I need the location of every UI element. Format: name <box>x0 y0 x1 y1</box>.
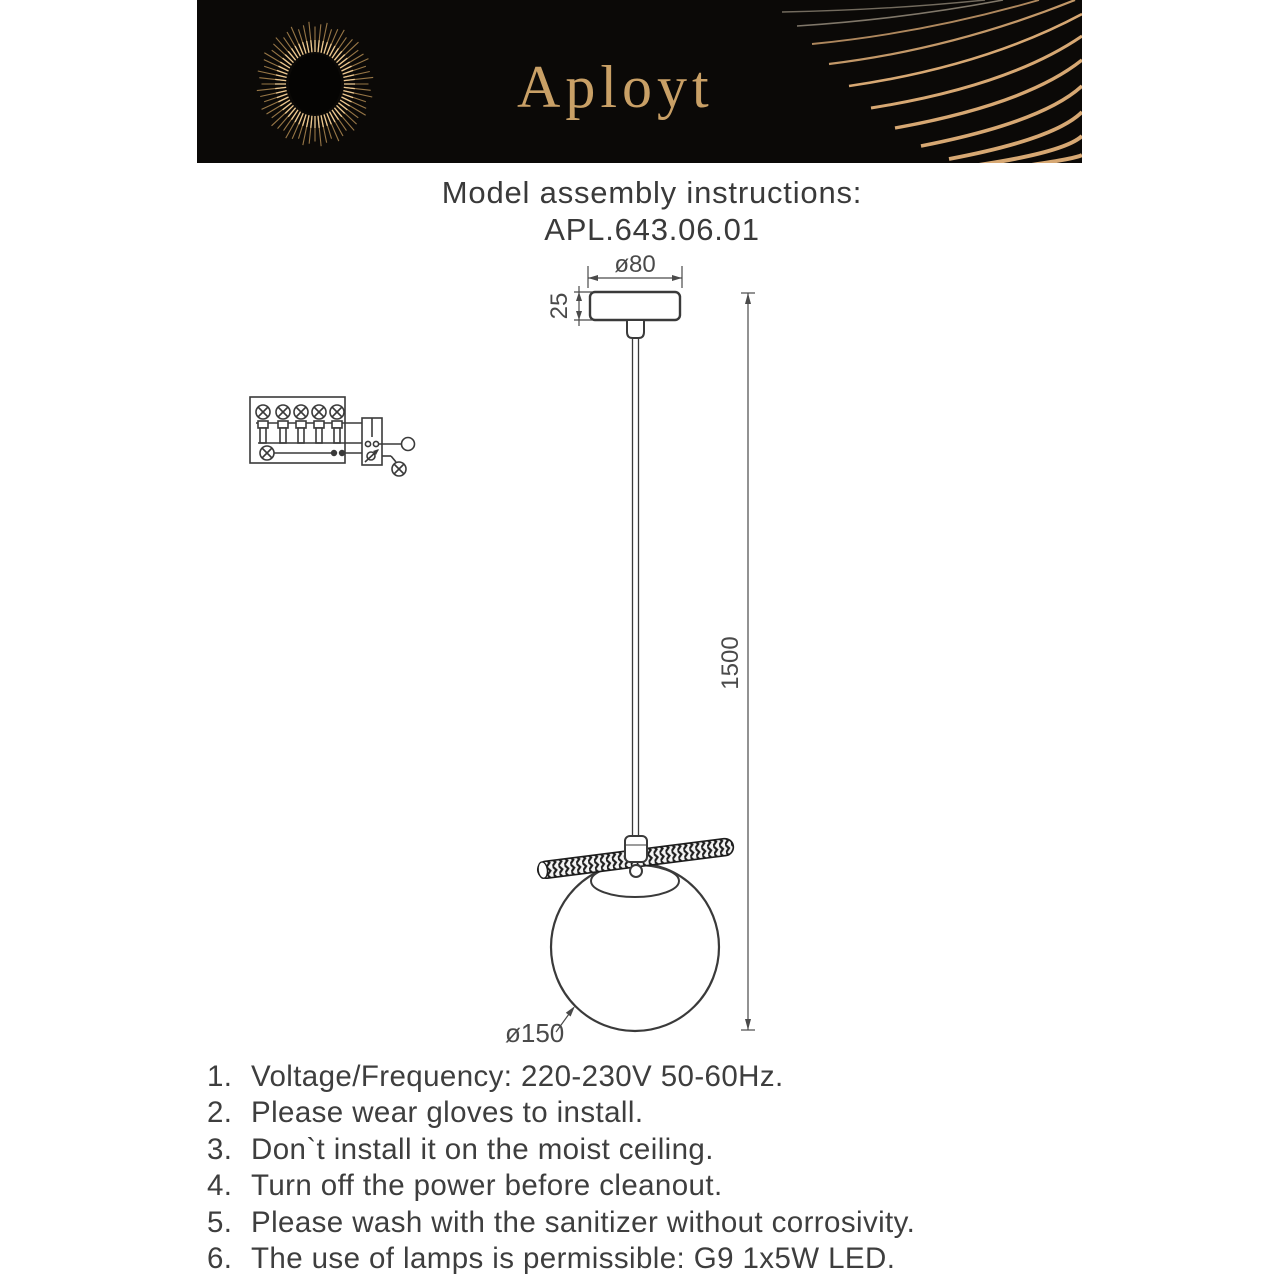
instruction-number: 4. <box>207 1169 233 1203</box>
sunburst-logo-icon <box>257 22 373 146</box>
instruction-text: Voltage/Frequency: 220-230V 50-60Hz. <box>251 1060 784 1093</box>
pendant-lamp-drawing <box>537 292 735 1031</box>
fan-rays-icon <box>782 0 1082 163</box>
instruction-number: 5. <box>207 1205 233 1239</box>
header-artwork <box>197 0 1082 163</box>
wiring-diagram <box>250 397 415 476</box>
instruction-number: 6. <box>207 1242 233 1276</box>
instruction-number: 3. <box>207 1132 233 1166</box>
dim-label-globe-diameter: ø150 <box>505 1018 565 1048</box>
canopy-stem <box>627 320 644 338</box>
title-block <box>442 174 862 248</box>
instruction-item <box>207 1241 1187 1277</box>
instruction-text: Don`t install it on the moist ceiling. <box>251 1132 714 1166</box>
instruction-item <box>207 1168 1187 1204</box>
instruction-text: The use of lamps is permissible: G9 1x5W LED. <box>251 1242 896 1276</box>
brand-header <box>197 0 1082 163</box>
instruction-text: Turn off the power before cleanout. <box>251 1169 723 1203</box>
dim-label-canopy-diameter: ø80 <box>614 251 656 278</box>
dim-label-drop-length: 1500 <box>717 636 744 690</box>
instruction-text: Please wash with the sanitizer without corrosivity. <box>251 1205 916 1239</box>
instruction-number: 1. <box>207 1060 233 1093</box>
assembly-diagram <box>230 250 800 1065</box>
instruction-item <box>207 1059 1187 1095</box>
brand-logo-text: Aployt <box>517 54 714 120</box>
globe-neck <box>630 865 642 877</box>
page-title: Model assembly instructions: <box>441 175 863 210</box>
ceiling-canopy <box>590 292 680 320</box>
instruction-number: 2. <box>207 1096 233 1130</box>
dim-label-canopy-height: 25 <box>546 292 573 320</box>
suspension-cable <box>633 338 639 846</box>
instruction-list <box>207 1059 1187 1277</box>
instruction-text: Please wear gloves to install. <box>251 1096 644 1130</box>
instruction-item <box>207 1205 1187 1241</box>
lamp-symbols <box>256 405 344 419</box>
lamp-bases <box>258 421 342 443</box>
instruction-item <box>207 1095 1187 1131</box>
cable-connector <box>625 836 647 862</box>
instruction-item <box>207 1132 1187 1168</box>
model-number: APL.643.06.01 <box>544 212 760 247</box>
